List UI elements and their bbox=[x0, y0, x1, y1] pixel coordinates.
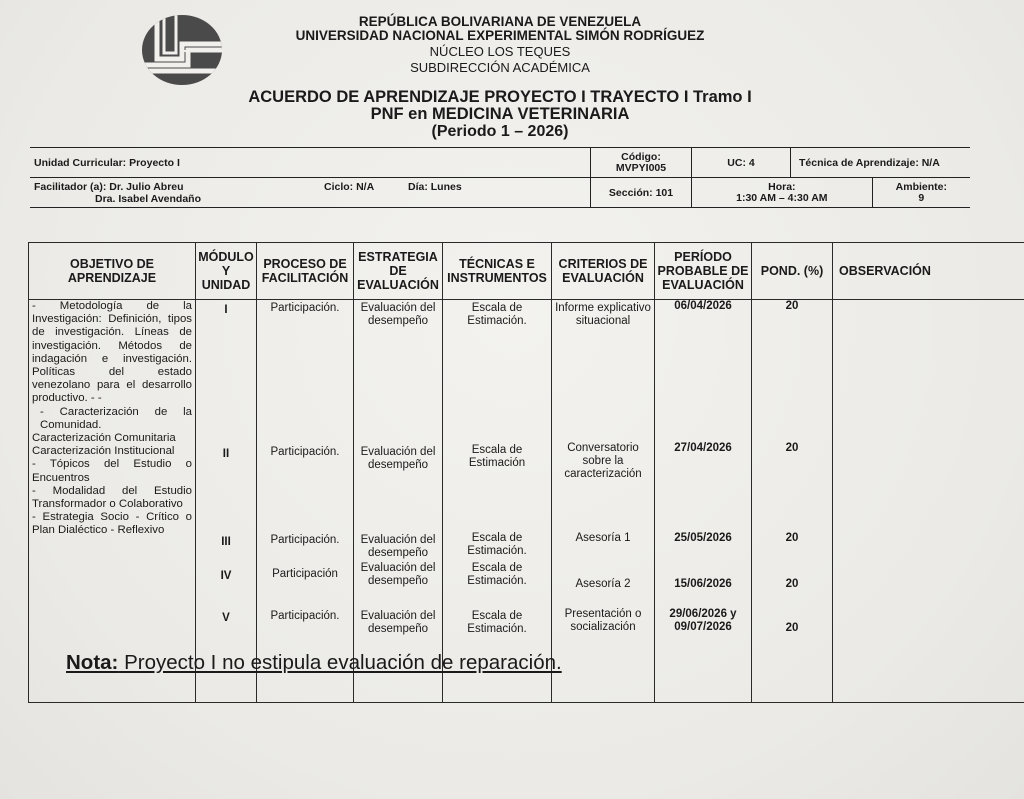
document-subtitle: PNF en MEDICINA VETERINARIA bbox=[370, 105, 630, 123]
criterios-column bbox=[552, 300, 655, 703]
estrategia-row-2: Evaluación del desempeño bbox=[360, 446, 436, 471]
document-title: ACUERDO DE APRENDIZAJE PROYECTO I TRAYECTO I Tramo I bbox=[248, 88, 752, 106]
uc-cell: UC: 4 bbox=[692, 148, 791, 178]
header-periodo: PERÍODO PROBABLE DE EVALUACIÓN bbox=[655, 243, 752, 300]
ambiente-cell: Ambiente: 9 bbox=[872, 178, 970, 208]
modulo-row-1: I bbox=[224, 304, 228, 316]
tecnicas-row-4: Escala de Estimación. bbox=[467, 562, 527, 587]
header-country: REPÚBLICA BOLIVARIANA DE VENEZUELA bbox=[358, 14, 642, 29]
learning-agreement-table bbox=[28, 242, 1024, 703]
proceso-row-2: Participación. bbox=[270, 446, 340, 458]
periodo-row-5: 29/06/2026 y 09/07/2026 bbox=[669, 608, 737, 633]
proceso-row-3: Participación. bbox=[270, 534, 340, 546]
header-subdireccion: SUBDIRECCIÓN ACADÉMICA bbox=[410, 60, 590, 75]
proceso-row-4: Participación bbox=[272, 568, 338, 580]
proceso-row-5: Participación. bbox=[270, 610, 340, 622]
tecnicas-row-1: Escala de Estimación. bbox=[467, 302, 527, 327]
university-logo-icon bbox=[140, 14, 224, 86]
tecnicas-row-2: Escala de Estimación bbox=[468, 444, 526, 469]
hora-cell: Hora: 1:30 AM – 4:30 AM bbox=[692, 178, 873, 208]
tecnica-aprendizaje: Técnica de Aprendizaje: N/A bbox=[791, 148, 971, 178]
document-period: (Periodo 1 – 2026) bbox=[431, 123, 569, 140]
pond-column bbox=[752, 300, 833, 703]
estrategia-row-4: Evaluación del desempeño bbox=[360, 562, 436, 587]
objetivo-item: - Tópicos del Estudio o Encuentros bbox=[32, 458, 192, 484]
estrategia-column bbox=[354, 300, 443, 703]
criterios-row-5: Presentación o socialización bbox=[564, 608, 642, 633]
modulo-row-2: II bbox=[222, 448, 230, 460]
estrategia-row-3: Evaluación del desempeño bbox=[360, 534, 436, 559]
header-modulo: MÓDULO Y UNIDAD bbox=[196, 243, 257, 300]
proceso-row-1: Participación. bbox=[270, 302, 340, 314]
header-proceso: PROCESO DE FACILITACIÓN bbox=[257, 243, 354, 300]
periodo-row-2: 27/04/2026 bbox=[674, 442, 732, 454]
note-text: Proyecto I no estipula evaluación de reparación. bbox=[118, 651, 562, 674]
header-criterios: CRITERIOS DE EVALUACIÓN bbox=[552, 243, 655, 300]
facilitador-cell: Facilitador (a): Dr. Julio Abreu Dra. Isabel Avendaño Ciclo: N/A Día: Lunes bbox=[30, 178, 591, 208]
codigo-cell: Código: MVPYI005 bbox=[591, 148, 692, 178]
objetivo-item: - Caracterización de la Comunidad. bbox=[40, 405, 192, 431]
tecnicas-row-5: Escala de Estimación. bbox=[467, 610, 527, 635]
modulo-row-3: III bbox=[221, 536, 231, 548]
header-pond: POND. (%) bbox=[752, 243, 833, 300]
modulo-row-4: IV bbox=[220, 570, 232, 582]
pond-row-1: 20 bbox=[785, 300, 799, 312]
criterios-row-4: Asesoría 2 bbox=[575, 578, 631, 590]
criterios-row-2: Conversatorio sobre la caracterización bbox=[564, 442, 642, 480]
periodo-row-3: 25/05/2026 bbox=[674, 532, 732, 544]
course-info-table bbox=[30, 147, 970, 208]
header-observacion: OBSERVACIÓN bbox=[833, 243, 1024, 300]
footer-note bbox=[66, 651, 562, 675]
seccion: Sección: 101 bbox=[591, 178, 692, 208]
tecnicas-row-3: Escala de Estimación. bbox=[467, 532, 527, 557]
observacion-column bbox=[833, 300, 1024, 703]
pond-row-4: 20 bbox=[785, 578, 799, 590]
pond-row-2: 20 bbox=[785, 442, 799, 454]
estrategia-row-1: Evaluación del desempeño bbox=[360, 302, 436, 327]
unidad-curricular: Unidad Curricular: Proyecto I bbox=[30, 148, 591, 178]
header-tecnicas: TÉCNICAS E INSTRUMENTOS bbox=[443, 243, 552, 300]
proceso-column bbox=[257, 300, 354, 703]
objetivo-item: Caracterización Comunitaria Caracterización Institucional bbox=[32, 432, 176, 458]
periodo-row-4: 15/06/2026 bbox=[674, 578, 732, 590]
objetivo-cell bbox=[29, 300, 196, 703]
objetivo-item: - Modalidad del Estudio Transformador o Colaborativo bbox=[32, 484, 192, 511]
criterios-row-1: Informe explicativo situacional bbox=[555, 302, 651, 327]
objetivo-item: - Estrategia Socio - Crítico o Plan Dialéctico - Reflexivo bbox=[32, 511, 192, 537]
criterios-row-3: Asesoría 1 bbox=[575, 532, 631, 544]
tecnicas-column bbox=[443, 300, 552, 703]
dia: Día: Lunes bbox=[408, 180, 462, 193]
pond-row-3: 20 bbox=[785, 532, 799, 544]
objetivo-item: - Metodología de la Investigación: Definición, tipos de investigación. Líneas de investigación. Métodos de indagación e investigación. Políticas del estado venezolano para el desarrollo productivo. - - bbox=[32, 300, 192, 405]
modulo-row-5: V bbox=[222, 612, 230, 624]
estrategia-row-5: Evaluación del desempeño bbox=[360, 610, 436, 635]
periodo-column bbox=[655, 300, 752, 703]
modulo-column bbox=[196, 300, 257, 703]
ciclo: Ciclo: N/A bbox=[324, 180, 375, 193]
header-estrategia: ESTRATEGIA DE EVALUACIÓN bbox=[354, 243, 443, 300]
periodo-row-1: 06/04/2026 bbox=[674, 300, 732, 312]
pond-row-5: 20 bbox=[785, 622, 799, 634]
header-nucleo: NÚCLEO LOS TEQUES bbox=[429, 44, 571, 59]
note-label: Nota: bbox=[66, 651, 119, 674]
header-objetivo: OBJETIVO DE APRENDIZAJE bbox=[29, 243, 196, 300]
header-university: UNIVERSIDAD NACIONAL EXPERIMENTAL SIMÓN RODRÍGUEZ bbox=[295, 28, 705, 43]
